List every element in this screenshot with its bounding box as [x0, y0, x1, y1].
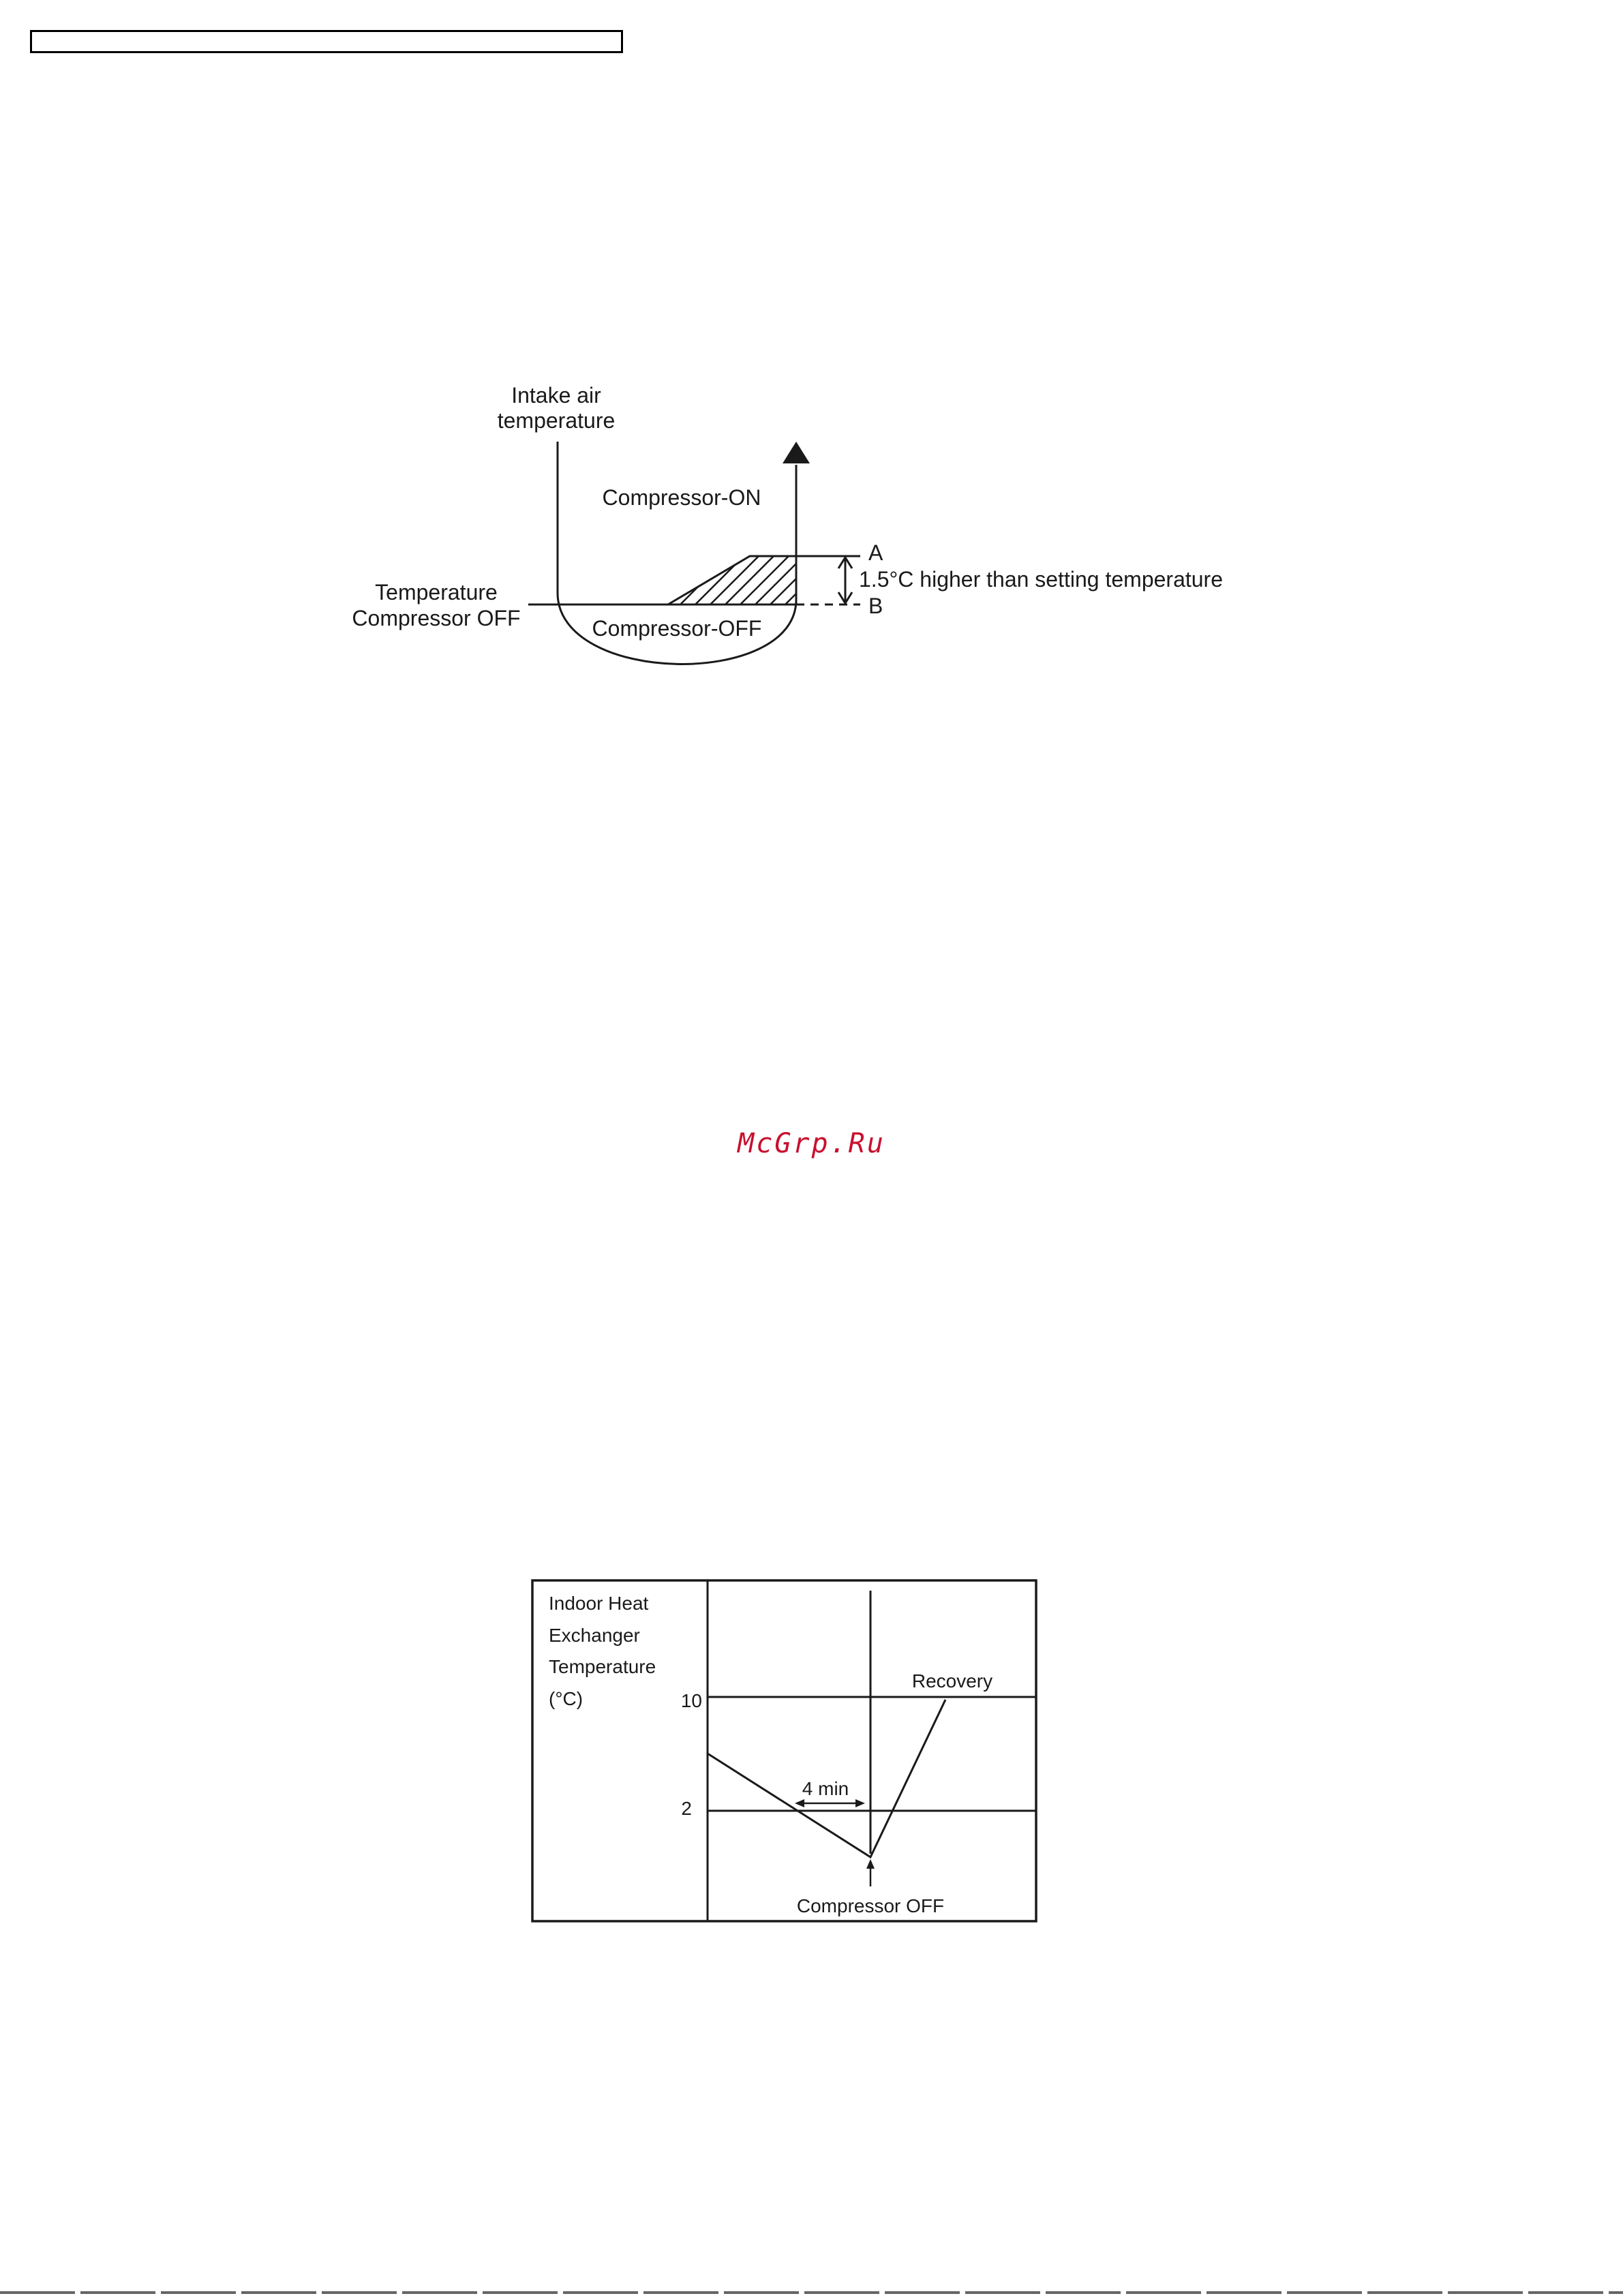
interval-label: 4 min [802, 1778, 849, 1799]
y-label-line2: Exchanger [549, 1625, 640, 1646]
y-label-unit: (°C) [549, 1688, 583, 1709]
tick-10-label: 10 [680, 1690, 702, 1711]
off-temperature-label-line1: Temperature [375, 580, 498, 604]
delta-note: 1.5°C higher than setting temperature [859, 567, 1223, 592]
compressor-off-event-label: Compressor OFF [796, 1895, 945, 1916]
point-a-label: A [868, 540, 883, 565]
y-axis-label-line2: temperature [497, 408, 616, 433]
compressor-on-label: Compressor-ON [602, 485, 761, 510]
interval-arrow-left-icon [795, 1799, 804, 1807]
recovery-label: Recovery [911, 1670, 993, 1692]
off-temperature-label-line2: Compressor OFF [352, 606, 521, 630]
y-label-line3: Temperature [549, 1656, 656, 1677]
point-b-label: B [868, 594, 883, 618]
tick-2-label: 2 [681, 1798, 692, 1819]
y-axis-label-line1: Intake air [511, 383, 601, 408]
compressor-off-pointer-icon [866, 1859, 875, 1869]
compressor-off-label: Compressor-OFF [592, 616, 762, 641]
y-label-line1: Indoor Heat [549, 1593, 649, 1614]
interval-arrow-right-icon [855, 1799, 865, 1807]
page-bottom-rule [0, 2291, 1623, 2294]
watermark: McGrp.Ru [738, 1128, 885, 1159]
